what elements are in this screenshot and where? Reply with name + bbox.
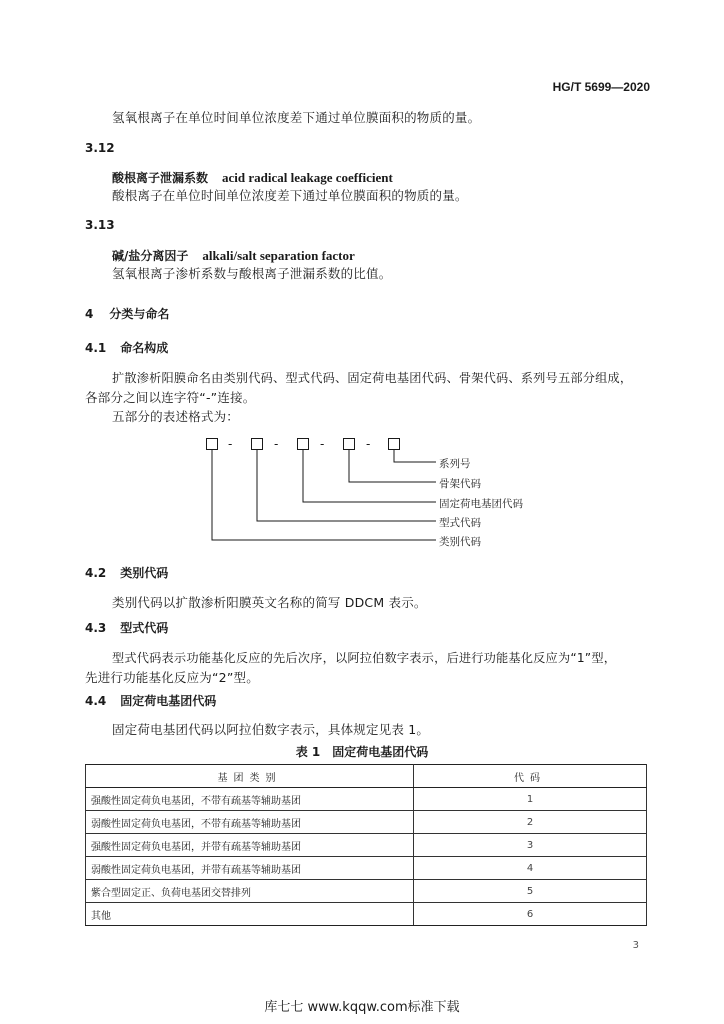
- s3-13-definition: 氢氧根离子渗析系数与酸根离子泄漏系数的比值。: [112, 266, 392, 281]
- s3-11-definition: 氢氧根离子在单位时间单位浓度差下通过单位膜面积的物质的量。: [112, 110, 481, 125]
- table-row: [86, 880, 647, 903]
- standard-number: HG/T 5699—2020: [552, 80, 650, 94]
- label-skeleton-code: 骨架代码: [439, 478, 481, 490]
- s3-12-term-zh: 酸根离子泄漏系数: [112, 171, 209, 185]
- cell-code: 1: [414, 788, 647, 811]
- s4-4-text: 固定荷电基团代码以阿拉伯数字表示，具体规定见表 1。: [112, 722, 430, 737]
- s4-3-text-line2: 先进行功能基化反应为“2”型。: [85, 670, 259, 685]
- cell-category: 其他: [86, 903, 414, 926]
- table-header-row: [86, 765, 647, 788]
- s4-2-title: 类别代码: [120, 566, 169, 580]
- table-row: [86, 788, 647, 811]
- s3-13-term-zh: 碱/盐分离因子: [112, 249, 189, 263]
- s3-12-term: [112, 167, 393, 186]
- page-number: 3: [632, 940, 639, 951]
- s4-1-heading: [85, 339, 168, 356]
- label-series-number: 系列号: [439, 458, 471, 470]
- cell-category: 弱酸性固定荷负电基团，不带有疏基等辅助基团: [86, 811, 414, 834]
- hyphen-3: -: [320, 437, 325, 451]
- s4-1-paragraph-line1: 扩散渗析阳膜命名由类别代码、型式代码、固定荷电基团代码、骨架代码、系列号五部分组成，: [112, 371, 633, 385]
- s4-2-heading: [85, 564, 168, 581]
- s4-title: 分类与命名: [109, 307, 170, 321]
- hyphen-4: -: [366, 437, 371, 451]
- header-group-category: 基团类别: [86, 765, 414, 788]
- table-row: [86, 857, 647, 880]
- cell-code: 5: [414, 880, 647, 903]
- s4-4-number: 4.4: [85, 694, 107, 708]
- s4-number: 4: [85, 307, 94, 321]
- hyphen-2: -: [274, 437, 279, 451]
- table-row: [86, 811, 647, 834]
- s4-4-heading: [85, 692, 216, 709]
- diagram-leader-lines: [196, 430, 556, 556]
- s4-3-text-line1: 型式代码表示功能基化反应的先后次序，以阿拉伯数字表示，后进行功能基化反应为“1”型，: [112, 651, 617, 665]
- s4-4-title: 固定荷电基团代码: [120, 694, 217, 708]
- hyphen-1: -: [228, 437, 233, 451]
- label-charged-group-code: 固定荷电基团代码: [439, 498, 523, 510]
- header-code: 代码: [414, 765, 647, 788]
- s4-3-heading: [85, 619, 168, 636]
- cell-category: 弱酸性固定荷负电基团，并带有疏基等辅助基团: [86, 857, 414, 880]
- table1: [85, 764, 647, 926]
- cell-code: 2: [414, 811, 647, 834]
- cell-category: 强酸性固定荷负电基团，不带有疏基等辅助基团: [86, 788, 414, 811]
- cell-category: 强酸性固定荷负电基团，并带有疏基等辅助基团: [86, 834, 414, 857]
- s4-1-number: 4.1: [85, 341, 107, 355]
- s3-13-number: 3.13: [85, 218, 115, 232]
- table-row: [86, 903, 647, 926]
- cell-category: 紫合型固定正、负荷电基团交替排列: [86, 880, 414, 903]
- table1-title: 表 1 固定荷电基团代码: [295, 745, 429, 759]
- s4-2-number: 4.2: [85, 566, 107, 580]
- s4-heading: [85, 305, 169, 322]
- s3-13-term: [112, 245, 355, 264]
- s4-2-text: 类别代码以扩散渗析阳膜英文名称的简写 DDCM 表示。: [112, 595, 427, 610]
- s4-3-number: 4.3: [85, 621, 107, 635]
- label-type-code: 型式代码: [439, 517, 481, 529]
- s3-12-term-en: acid radical leakage coefficient: [222, 170, 393, 185]
- cell-code: 4: [414, 857, 647, 880]
- cell-code: 3: [414, 834, 647, 857]
- s3-13-term-en: alkali/salt separation factor: [202, 248, 355, 263]
- s3-12-number: 3.12: [85, 141, 115, 155]
- cell-code: 6: [414, 903, 647, 926]
- s4-1-paragraph-line2: 各部分之间以连字符“-”连接。: [85, 390, 256, 405]
- table-row: [86, 834, 647, 857]
- naming-format-diagram: [196, 430, 556, 556]
- s4-1-title: 命名构成: [120, 341, 169, 355]
- footer-watermark-link[interactable]: 库七七 www.kqqw.com标准下载: [264, 1000, 460, 1015]
- s4-1-format-intro: 五部分的表述格式为：: [112, 409, 240, 424]
- s4-3-title: 型式代码: [120, 621, 169, 635]
- label-category-code: 类别代码: [439, 536, 481, 548]
- s3-12-definition: 酸根离子在单位时间单位浓度差下通过单位膜面积的物质的量。: [112, 188, 468, 203]
